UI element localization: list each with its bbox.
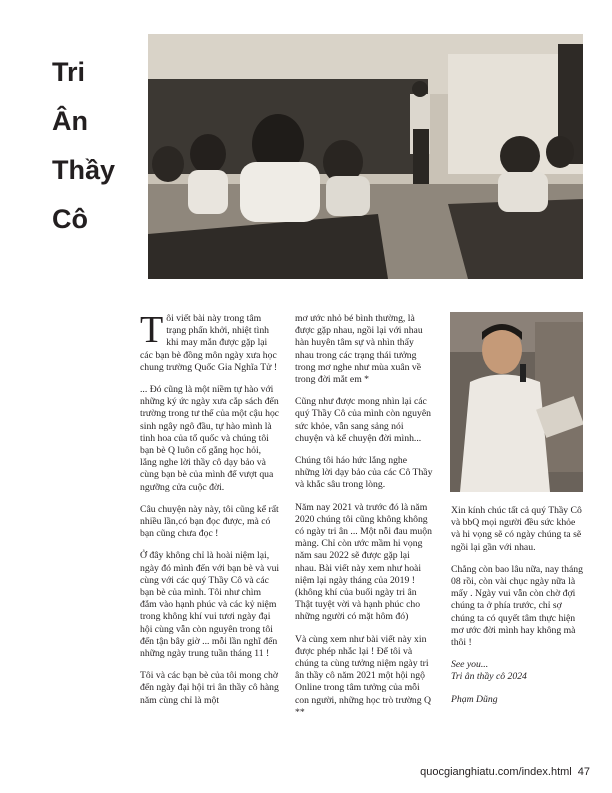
paragraph: Ở đây không chỉ là hoài niệm lại, ngày đó mình đến với bạn bè và vui cùng với các quý Thầy Cô và các bạn bè của mình. Tôi như chìm đắm vào hạnh phúc và các kỷ niệm trong không khí vui tươi ngày đại hội cùng vẫn còn nguyên trong tôi đến tận bây giờ ... mỗi lần nghĩ đến những ngày trung tuần tháng 11 ! [140,550,280,660]
page-number: 47 [577,766,590,778]
paragraph: Chẳng còn bao lâu nữa, nay tháng 08 rồi, còn vài chục ngày nữa là mấy . Ngày vui vẫn còn chờ đợi chúng ta ở phía trước, chỉ sợ chúng ta có quyết tâm thực hiện mơ ước đời mình hay không mà thôi ! [451,563,583,649]
sign-off: See you... [451,659,489,671]
event-line: Tri ân thầy cô 2024 [451,671,527,683]
title-line: Tri [52,57,86,87]
paragraph: Câu chuyện này này, tôi cũng kể rất nhiều lần,có bạn đọc được, mà có bạn cũng chưa đọc ! [140,503,279,540]
classroom-photo [148,34,583,279]
speaker-photo [450,312,583,492]
page-footer [380,766,590,778]
article-column-1 [140,309,280,717]
title-line: Cô [52,204,88,234]
paragraph [140,309,280,374]
paragraph: ... Đó cũng là một niềm tự hào với những ký ức ngày xưa cắp sách đến trường trong tư thế của một cậu học sinh ngây ngô đầu, tự hào mình là tinh hoa của tổ quốc và chúng tôi bạn bè Q luôn cố gắng học hỏi, lắng nghe lời thầy cô dạy bảo và cùng bạn bè của mình để vượt qua ngưỡng cửa cuộc đời. [140,384,280,493]
paragraph: Chúng tôi háo hức lắng nghe những lời dạy bảo của các Cô Thầy và khắc sâu trong lòng. [295,455,433,491]
paragraph: Cũng như được mong nhìn lại các quý Thầy Cô của mình còn nguyên sức khỏe, vẫn sang sảng nói chuyện và kể chuyện đời mình... [295,396,431,444]
drop-cap: T [140,309,164,351]
paragraph: Và cùng xem như bài viết này xin được phép nhắc lại ! Để tôi và chúng ta cùng tưởng niệm ngày tri ân thầy cô năm 2021 một hội ngộ Online trong tâm tưởng của mỗi con người, những học trò trường Q ** [295,633,432,718]
footer-url: quocgianghiatu.com/index.html [420,766,572,778]
paragraph-text: ôi viết bài này trong tâm trạng phấn khởi, nhiệt tình khi may mắn được gặp lại các bạn bè đồng môn ngày xưa học chung trường Quốc Gia Nghĩa Tử ! [140,313,278,373]
paragraph: mơ ước nhỏ bé bình thường, là được gặp nhau, ngồi lại với nhau hàn huyên tâm sự và nhìn thấy nhau trong các trạng thái tưởng trong mơ nghe như mùa xuân về trong đời mắt em * [295,313,423,386]
article-column-3 [451,505,585,716]
article-column-2 [295,313,433,729]
paragraph: Năm nay 2021 và trước đó là năm 2020 chúng tôi cũng không không có ngày tri ân ... Một nỗi đau muộn màng. Chỉ còn ước mầm hi vọng năm sau 2022 sẽ được gặp lại nhau. Bài viết này xem như hoài niệm lại ngày tháng của 2019 ! (không khí của buổi ngày tri ân Thật tuyệt vời và hạnh phúc cho những người có mặt hôm đó) [295,501,432,623]
paragraph: Tôi và các bạn bè của tôi mong chờ đến ngày đại hội tri ân thầy cô hàng năm cùng chỉ là một [140,670,279,706]
author-name: Phạm Dũng [451,693,498,705]
title-line: Ân [52,106,88,136]
paragraph: Xin kính chúc tất cả quý Thầy Cô và bbQ mọi người đều sức khỏe và hi vọng sẽ có ngày chúng ta sẽ ngồi lại gần với nhau. [451,505,582,553]
title-line: Thầy [52,155,116,185]
page-title [52,48,132,244]
